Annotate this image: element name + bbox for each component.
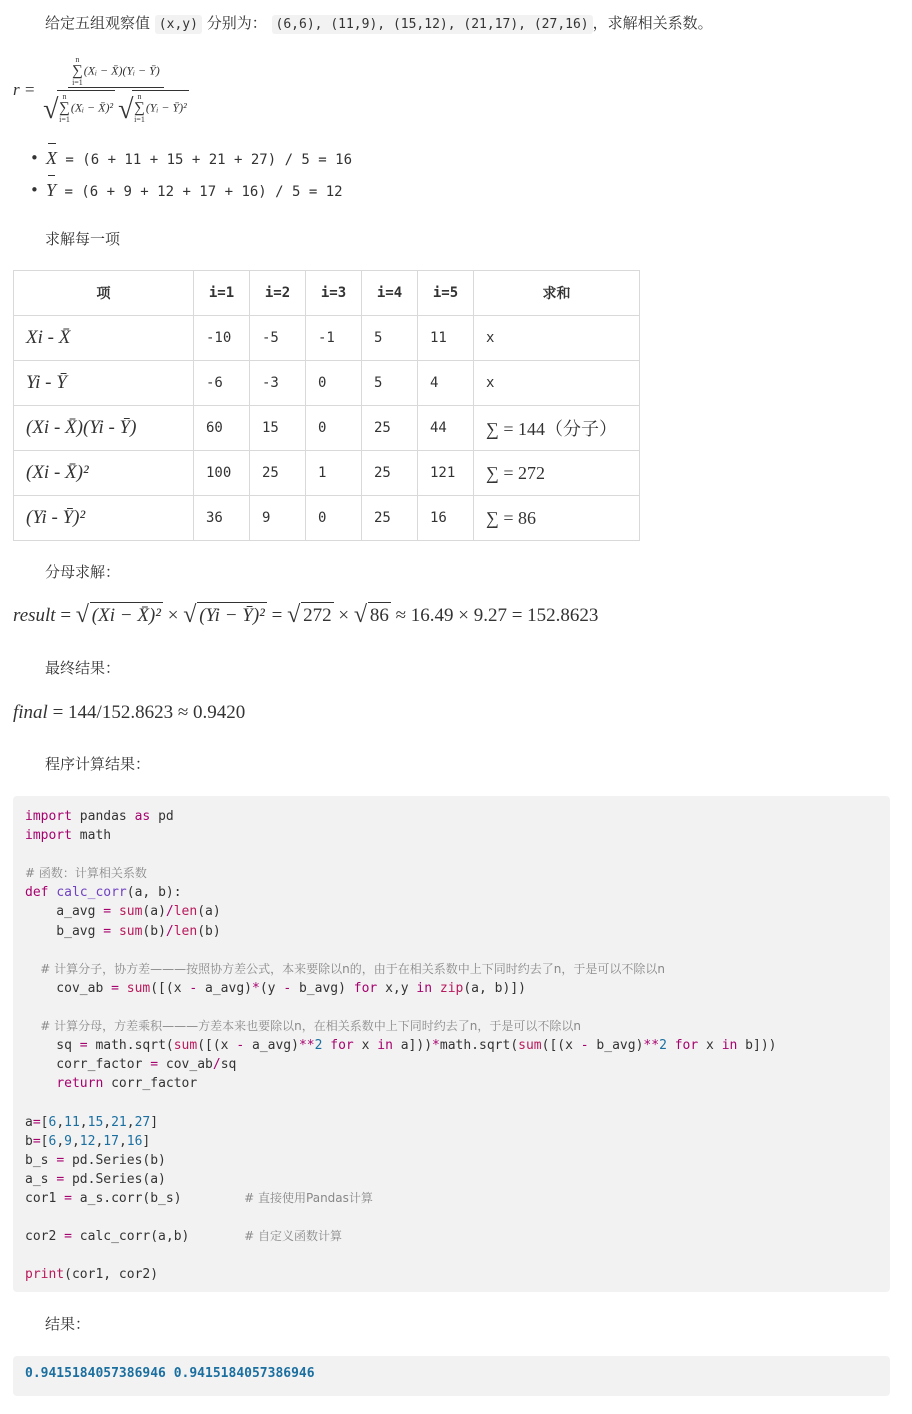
sum-cell: x (474, 361, 640, 406)
table-cell: 44 (418, 406, 474, 451)
code-line: import math (25, 828, 112, 844)
code-line: import pandas as pd (25, 809, 174, 824)
intro-mid: 分别为： (206, 14, 267, 32)
header-i5: i=5 (418, 271, 474, 316)
table-row (14, 361, 640, 406)
formula-denominator (39, 88, 193, 124)
numerator-expr: (Xᵢ − X̄)(Yᵢ − Ȳ) (83, 63, 160, 78)
table-cell: -10 (194, 316, 250, 361)
table-cell: 36 (194, 496, 250, 541)
term-a: (Xi − X̄)² (90, 602, 163, 627)
sum-cell: ∑ = 144（分子） (474, 406, 640, 451)
point-1: (6,6), (275, 17, 323, 32)
calc-table (13, 270, 640, 541)
header-i4: i=4 (362, 271, 418, 316)
mean-y-symbol: Y (46, 174, 56, 206)
final-rhs: = 144/152.8623 ≈ 0.9420 (52, 702, 246, 723)
header-term: 项 (14, 271, 194, 316)
row-label: (Xi - X̄)² (14, 451, 194, 496)
code-line: b=[6,9,12,17,16] (25, 1133, 151, 1149)
code-line: a_avg = sum(a)/len(a) (25, 904, 221, 920)
intro-line (45, 12, 713, 33)
table-cell: -1 (306, 316, 362, 361)
final-heading: 最终结果： (45, 659, 121, 677)
correlation-formula (13, 56, 193, 124)
sqrt-272: √ 272 (287, 602, 332, 628)
mean-y-text: = (6 + 9 + 12 + 17 + 16) / 5 = 12 (56, 184, 343, 200)
row-label: (Xi - X̄)(Yi - Ȳ) (14, 406, 194, 451)
table-cell: 0 (306, 406, 362, 451)
row-label: Xi - X̄ (14, 316, 194, 361)
table-row (14, 496, 640, 541)
table-header-row (14, 271, 640, 316)
code-content (25, 807, 776, 1284)
row-label: Yi - Ȳ (14, 361, 194, 406)
sum-cell: ∑ = 86 (474, 496, 640, 541)
point-2: (11,9), (330, 17, 386, 32)
table-cell: 100 (194, 451, 250, 496)
table-cell: 16 (418, 496, 474, 541)
table-cell: 60 (194, 406, 250, 451)
code-line: print(cor1, cor2) (25, 1267, 159, 1283)
mean-y-item (30, 174, 352, 206)
point-5: (27,16) (533, 17, 589, 32)
table-row (14, 451, 640, 496)
den-a-expr: (Xᵢ − X̄)² (70, 100, 114, 115)
mean-x-item (30, 142, 352, 174)
value-272: 272 (301, 602, 334, 627)
sqrt-86: √ 86 (353, 602, 389, 628)
table-cell: 9 (250, 496, 306, 541)
code-comment: # 函数：计算相关系数 (25, 866, 147, 881)
final-equation (13, 702, 245, 724)
denominator-tail: ≈ 16.49 × 9.27 = 152.8623 (395, 605, 599, 626)
header-sum: 求和 (474, 271, 640, 316)
program-heading: 程序计算结果： (45, 755, 151, 773)
header-i1: i=1 (194, 271, 250, 316)
means-list (30, 142, 352, 206)
code-line: a_s = pd.Series(a) (25, 1171, 166, 1187)
point-3: (15,12), (392, 17, 456, 32)
final-lhs: final (13, 702, 48, 723)
sum-cell: ∑ = 272 (474, 451, 640, 496)
denominator-equation: result = √ (Xi − X̄)² × √ (Yi − Ȳ)² = √ 272 × √ 86 ≈ 16.49 × 9.27 = 152.8623 (13, 602, 599, 628)
table-cell: 0 (306, 496, 362, 541)
table-cell: 25 (362, 451, 418, 496)
code-line: a=[6,11,15,21,27] (25, 1114, 159, 1130)
code-line: sq = math.sqrt(sum([(x - a_avg)**2 for x in a]))*math.sqrt(sum([(x - b_avg)**2 for x in b])) (25, 1038, 777, 1054)
table-cell: 5 (362, 361, 418, 406)
table-cell: -3 (250, 361, 306, 406)
row-label: (Yi - Ȳ)² (14, 496, 194, 541)
mean-x-symbol: X (46, 142, 57, 174)
sum-symbol: n ∑ i=1 (72, 55, 83, 87)
intro-prefix: 给定五组观察值 (45, 14, 151, 32)
denominator-heading: 分母求解： (45, 563, 121, 581)
mean-x-text: = (6 + 11 + 15 + 21 + 27) / 5 = 16 (57, 152, 353, 168)
intro-points (272, 15, 593, 34)
sqrt-term-a: √ (Xi − X̄)² (75, 602, 161, 628)
table-cell: 1 (306, 451, 362, 496)
header-i3: i=3 (306, 271, 362, 316)
formula-numerator (68, 56, 164, 88)
table-cell: -5 (250, 316, 306, 361)
table-cell: 15 (250, 406, 306, 451)
table-row (14, 406, 640, 451)
table-row (14, 316, 640, 361)
table-cell: -6 (194, 361, 250, 406)
code-comment: # 计算分母，方差乘积———方差本来也要除以n，在相关系数中上下同时约去了n，于是可以不除以n (25, 1019, 581, 1034)
table-cell: 121 (418, 451, 474, 496)
code-line: b_avg = sum(b)/len(b) (25, 923, 221, 939)
code-line: cor2 = calc_corr(a,b) # 自定义函数计算 (25, 1229, 343, 1245)
value-86: 86 (368, 602, 391, 627)
intro-var-code: (x,y) (155, 15, 202, 34)
den-b-expr: (Yᵢ − Ȳ)² (145, 100, 187, 115)
sum-cell: x (474, 316, 640, 361)
code-comment: # 计算分子，协方差———按照协方差公式，本来要除以n的，由于在相关系数中上下同时约去了n，于是可以不除以n (25, 961, 665, 976)
table-cell: 0 (306, 361, 362, 406)
term-b: (Yi − Ȳ)² (197, 602, 267, 627)
each-term-heading: 求解每一项 (45, 230, 121, 248)
code-line: cor1 = a_s.corr(b_s) # 直接使用Pandas计算 (25, 1190, 373, 1206)
result-output: 0.9415184057386946 0.9415184057386946 (25, 1366, 315, 1381)
code-line: return corr_factor (56, 1076, 198, 1092)
table-cell: 5 (362, 316, 418, 361)
denominator-lhs: result (13, 605, 56, 626)
sqrt-y: √ n ∑ i=1 (Yᵢ − Ȳ)² (118, 92, 187, 125)
formula-lhs: r = (13, 80, 36, 99)
table-cell: 11 (418, 316, 474, 361)
table-cell: 25 (250, 451, 306, 496)
code-line: corr_factor = cov_ab/sq (25, 1057, 237, 1073)
formula-fraction (39, 56, 193, 124)
intro-suffix: ，求解相关系数。 (592, 14, 713, 32)
code-line: cov_ab = sum([(x - a_avg)*(y - b_avg) for x,y in zip(a, b)]) (25, 980, 526, 996)
table-cell: 25 (362, 496, 418, 541)
header-i2: i=2 (250, 271, 306, 316)
table-cell: 4 (418, 361, 474, 406)
code-line: b_s = pd.Series(b) (25, 1152, 166, 1168)
point-4: (21,17), (463, 17, 527, 32)
code-line: def calc_corr(a, b): (25, 885, 182, 901)
table-cell: 25 (362, 406, 418, 451)
sqrt-x: √ n ∑ i=1 (Xᵢ − X̄)² (43, 92, 114, 125)
result-heading: 结果： (45, 1315, 91, 1333)
sqrt-term-b: √ (Yi − Ȳ)² (183, 602, 265, 628)
